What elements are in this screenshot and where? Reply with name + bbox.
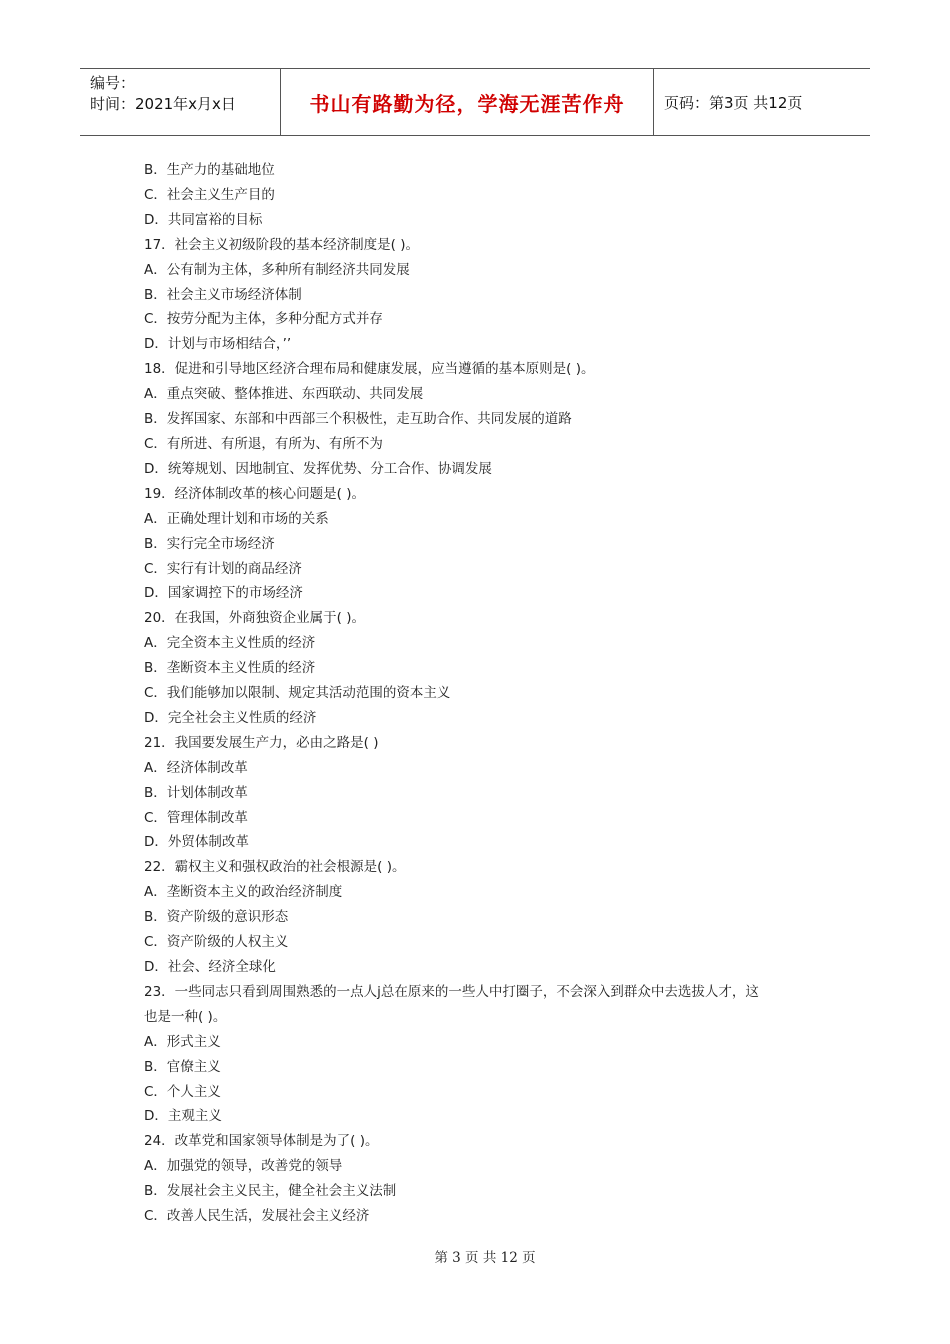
text-line: 17．社会主义初级阶段的基本经济制度是( )。 <box>144 236 420 253</box>
page-header <box>80 68 870 136</box>
text-line: A．形式主义 <box>144 1033 221 1050</box>
text-line: A．重点突破、整体推进、东西联动、共同发展 <box>144 386 424 403</box>
text-line: B．实行完全市场经济 <box>144 535 275 552</box>
header-date: 时间：2021年x月x日 <box>90 95 236 113</box>
text-line: D．国家调控下的市场经济 <box>144 585 303 602</box>
header-number-label: 编号： <box>90 74 136 92</box>
text-line: A．正确处理计划和市场的关系 <box>144 510 329 527</box>
text-line: C．按劳分配为主体，多种分配方式并存 <box>144 311 383 328</box>
text-line: D．主观主义 <box>144 1108 222 1125</box>
text-line: 22．霸权主义和强权政治的社会根源是( )。 <box>144 859 406 876</box>
text-line: C．我们能够加以限制、规定其活动范围的资本主义 <box>144 685 451 702</box>
text-line: A．加强党的领导，改善党的领导 <box>144 1158 343 1175</box>
text-line: B．发展社会主义民主，健全社会主义法制 <box>144 1183 397 1200</box>
text-line: B．垄断资本主义性质的经济 <box>144 660 316 677</box>
text-line: C．资产阶级的人权主义 <box>144 934 289 951</box>
text-line: 24．改革党和国家领导体制是为了( )。 <box>144 1133 379 1150</box>
header-motto: 书山有路勤为径，学海无涯苦作舟 <box>281 69 654 135</box>
text-line: D．共同富裕的目标 <box>144 211 263 228</box>
text-line: D．完全社会主义性质的经济 <box>144 709 317 726</box>
page-footer: 第 3 页 共 12 页 <box>434 1250 536 1266</box>
text-line: B．官僚主义 <box>144 1058 221 1075</box>
text-line: C．有所进、有所退，有所为、有所不为 <box>144 435 383 452</box>
text-line: B．社会主义市场经济体制 <box>144 286 302 303</box>
text-line: D．外贸体制改革 <box>144 834 249 851</box>
header-meta <box>80 69 281 135</box>
text-line: B．资产阶级的意识形态 <box>144 909 289 926</box>
text-line: B．计划体制改革 <box>144 784 248 801</box>
text-line: A．完全资本主义性质的经济 <box>144 635 316 652</box>
text-line: D．统筹规划、因地制宜、发挥优势、分工合作、协调发展 <box>144 460 492 477</box>
text-line: 23．一些同志只看到周围熟悉的一点人j总在原来的一些人中打圈子，不会深入到群众中去选拔人才，这 <box>144 983 759 1000</box>
text-line: C．实行有计划的商品经济 <box>144 560 302 577</box>
text-line: A．公有制为主体，多种所有制经济共同发展 <box>144 261 410 278</box>
text-line: B．生产力的基础地位 <box>144 162 275 178</box>
text-line: B．发挥国家、东部和中西部三个积极性，走互助合作、共同发展的道路 <box>144 411 572 428</box>
text-line: A．经济体制改革 <box>144 759 248 776</box>
text-line: 21．我国要发展生产力，必由之路是( ) <box>144 734 379 751</box>
text-line: C．个人主义 <box>144 1083 221 1100</box>
text-line: 20．在我国，外商独资企业属于( )。 <box>144 610 366 627</box>
text-line: D．社会、经济全球化 <box>144 959 276 975</box>
text-line: 也是一种( )。 <box>144 1008 227 1025</box>
document-body <box>144 158 824 1229</box>
text-line: 18．促进和引导地区经济合理布局和健康发展，应当遵循的基本原则是( )。 <box>144 361 595 378</box>
text-line: C．社会主义生产目的 <box>144 186 275 203</box>
text-line: A．垄断资本主义的政治经济制度 <box>144 884 343 901</box>
header-page-info: 页码：第3页 共12页 <box>664 93 803 112</box>
text-line: 19．经济体制改革的核心问题是( )。 <box>144 485 366 502</box>
text-line: C．管理体制改革 <box>144 809 248 826</box>
text-line: D．计划与市场相结合，’’ <box>144 336 292 353</box>
text-line: C．改善人民生活，发展社会主义经济 <box>144 1208 370 1225</box>
